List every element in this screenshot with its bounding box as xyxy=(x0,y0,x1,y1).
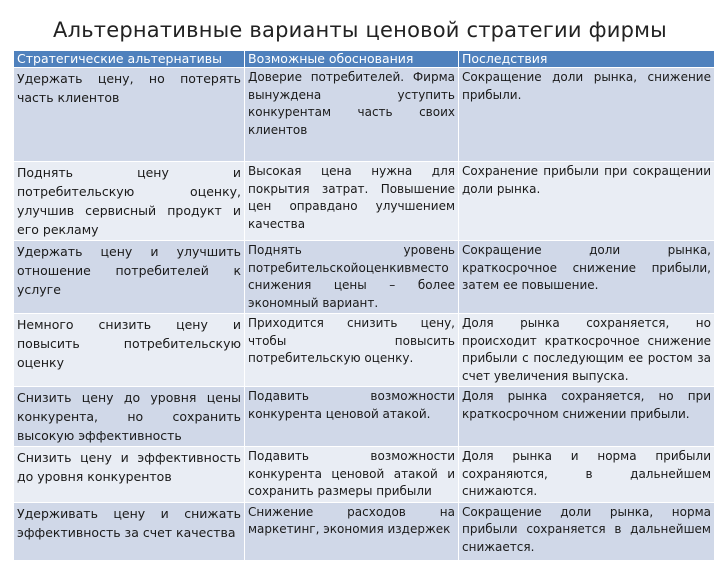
header-consequences: Последствия xyxy=(459,51,715,68)
consequence-cell: Сохранение прибыли при сокращении доли рынка. xyxy=(459,162,715,241)
table-row xyxy=(14,387,715,447)
justification-cell: Поднять уровень потребительскойоценкивместо снижения цены – более экономный вариант. xyxy=(245,241,459,314)
alternative-cell: Удерживать цену и снижать эффективность за счет качества xyxy=(14,502,245,560)
justification-cell: Подавить возможности конкурента ценовой атакой и сохранить размеры прибыли xyxy=(245,447,459,503)
justification-cell: Подавить возможности конкурента ценовой атакой. xyxy=(245,387,459,447)
consequence-cell: Доля рынка сохраняется, но происходит краткосрочное снижение прибыли с последующим ее ростом за счет увеличения выпуска. xyxy=(459,314,715,387)
justification-cell: Приходится снизить цену, чтобы повысить потребительскую оценку. xyxy=(245,314,459,387)
consequence-cell: Сокращение доли рынка, снижение прибыли. xyxy=(459,68,715,162)
alternative-cell: Снизить цену до уровня цены конкурента, но сохранить высокую эффективность xyxy=(14,387,245,447)
consequence-cell: Доля рынка сохраняется, но при краткосрочном снижении прибыли. xyxy=(459,387,715,447)
table-row xyxy=(14,162,715,241)
alternative-cell: Удержать цену, но потерять часть клиентов xyxy=(14,68,245,162)
justification-cell: Высокая цена нужна для покрытия затрат. Повышение цен оправдано улучшением качества xyxy=(245,162,459,241)
table-row xyxy=(14,447,715,503)
consequence-cell: Сокращение доли рынка, норма прибыли сохраняется в дальнейшем снижается. xyxy=(459,502,715,560)
justification-cell: Доверие потребителей. Фирма вынуждена уступить конкурентам часть своих клиентов xyxy=(245,68,459,162)
strategy-table xyxy=(13,50,715,561)
table-row xyxy=(14,314,715,387)
table-row xyxy=(14,502,715,560)
alternative-cell: Снизить цену и эффективность до уровня конкурентов xyxy=(14,447,245,503)
consequence-cell: Доля рынка и норма прибыли сохраняются, в дальнейшем снижаются. xyxy=(459,447,715,503)
alternative-cell: Поднять цену и потребительскую оценку, улучшив сервисный продукт и его рекламу xyxy=(14,162,245,241)
alternative-cell: Удержать цену и улучшить отношение потребителей к услуге xyxy=(14,241,245,314)
table-row xyxy=(14,241,715,314)
header-justifications: Возможные обоснования xyxy=(245,51,459,68)
table-row xyxy=(14,68,715,162)
consequence-cell: Сокращение доли рынка, краткосрочное снижение прибыли, затем ее повышение. xyxy=(459,241,715,314)
alternative-cell: Немного снизить цену и повысить потребительскую оценку xyxy=(14,314,245,387)
page-title: Альтернативные варианты ценовой стратегии фирмы xyxy=(53,18,667,42)
justification-cell: Снижение расходов на маркетинг, экономия издержек xyxy=(245,502,459,560)
table-header-row xyxy=(14,51,715,68)
header-alternatives: Стратегические альтернативы xyxy=(14,51,245,68)
